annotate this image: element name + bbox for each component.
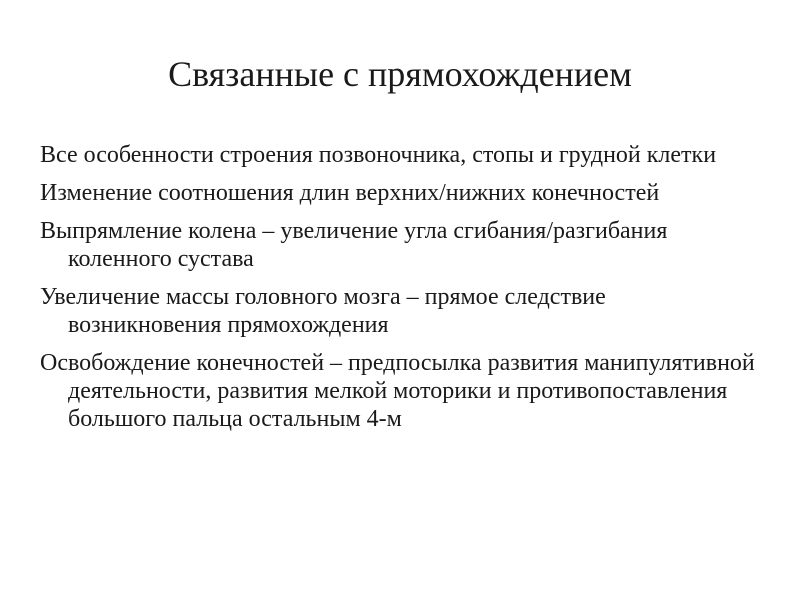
bullet-item: Освобождение конечностей – предпосылка развития манипулятивной деятельности, развития мелкой моторики и противопоставления большого пальца остальным 4-м — [40, 350, 755, 432]
bullet-item: Увеличение массы головного мозга – прямое следствие возникновения прямохождения — [40, 284, 606, 338]
bullet-item: Все особенности строения позвоночника, стопы и грудной клетки — [40, 142, 717, 168]
slide-title: Связанные с прямохождением — [168, 54, 632, 94]
bullet-item: Изменение соотношения длин верхних/нижних конечностей — [40, 180, 660, 206]
bullet-item: Выпрямление колена – увеличение угла сгибания/разгибания коленного сустава — [40, 218, 668, 272]
bullet-list — [40, 141, 760, 443]
